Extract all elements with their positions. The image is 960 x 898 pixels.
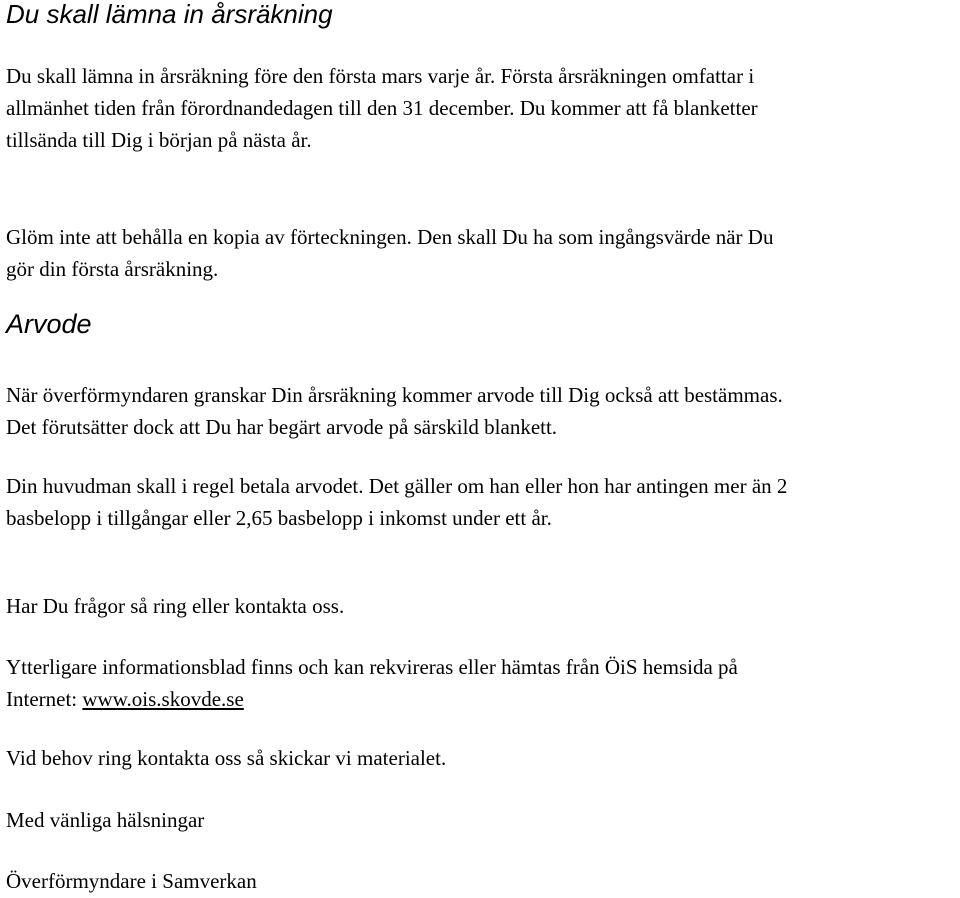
text-line: När överförmyndaren granskar Din årsräkning kommer arvode till Dig också att bestämmas. bbox=[6, 383, 783, 407]
internet-label: Internet: bbox=[6, 687, 83, 711]
paragraph-questions: Har Du frågor så ring eller kontakta oss. bbox=[6, 594, 345, 618]
website-link[interactable]: www.ois.skovde.se bbox=[82, 687, 244, 711]
text-line: allmänhet tiden från förordnandedagen till den 31 december. Du kommer att få blanketter bbox=[6, 96, 758, 120]
text-line bbox=[6, 683, 738, 715]
paragraph-fee-review bbox=[6, 379, 783, 443]
text-line: gör din första årsräkning. bbox=[6, 257, 219, 281]
paragraph-more-info bbox=[6, 651, 738, 715]
text-line: Glöm inte att behålla en kopia av förteckningen. Den skall Du ha som ingångsvärde när Du bbox=[6, 225, 774, 249]
text-line: Det förutsätter dock att Du har begärt arvode på särskild blankett. bbox=[6, 415, 558, 439]
text-line: tillsända till Dig i början på nästa år. bbox=[6, 128, 312, 152]
heading-annual-report: Du skall lämna in årsräkning bbox=[6, 0, 333, 29]
paragraph-annual-report-deadline bbox=[6, 60, 758, 156]
closing-greeting: Med vänliga hälsningar bbox=[6, 808, 205, 832]
signature-sender: Överförmyndare i Samverkan bbox=[6, 869, 257, 893]
paragraph-keep-copy bbox=[6, 221, 773, 285]
paragraph-fee-payment bbox=[6, 470, 787, 534]
text-line: Din huvudman skall i regel betala arvodet. Det gäller om han eller hon har antingen mer än 2 bbox=[6, 474, 788, 498]
paragraph-contact-material: Vid behov ring kontakta oss så skickar vi materialet. bbox=[6, 746, 447, 770]
text-line: Du skall lämna in årsräkning före den första mars varje år. Första årsräkningen omfattar i bbox=[6, 64, 755, 88]
text-line: basbelopp i tillgångar eller 2,65 basbelopp i inkomst under ett år. bbox=[6, 506, 552, 530]
text-line: Ytterligare informationsblad finns och kan rekvireras eller hämtas från ÖiS hemsida på bbox=[6, 655, 738, 679]
heading-arvode: Arvode bbox=[6, 309, 92, 339]
